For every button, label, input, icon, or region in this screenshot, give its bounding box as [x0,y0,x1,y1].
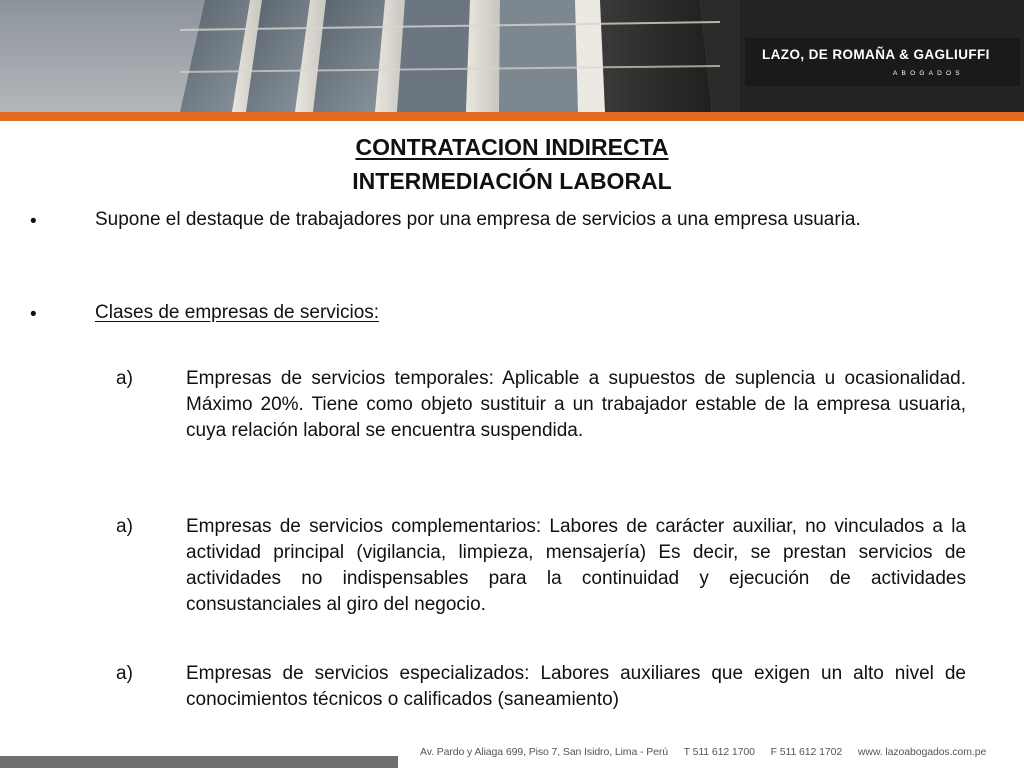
footer-address: Av. Pardo y Aliaga 699, Piso 7, San Isidro, Lima - Perú [420,746,668,758]
list-item-text: Empresas de servicios complementarios: Labores de carácter auxiliar, no vinculados a la actividad principal (vigilancia, limpieza, mensajería) Es decir, se prestan servicios de actividades no indispensables para la continuidad y ejecución de actividades consustanciales al giro del negocio. [186,516,966,615]
list-item-text: Empresas de servicios especializados: Labores auxiliares que exigen un alto nivel de conocimientos técnicos o calificados (saneamiento) [186,663,966,710]
list-item-marker: a) [116,368,133,389]
bullet-text: Supone el destaque de trabajadores por una empresa de servicios a una empresa usuaria. [95,209,861,230]
firm-logo-name: LAZO, DE ROMAÑA & GAGLIUFFI [762,47,990,62]
footer-phone: T 511 612 1700 [683,746,755,758]
slide-title-text: CONTRATACION INDIRECTA [355,134,669,160]
header-banner [0,0,1024,112]
footer-website: www. lazoabogados.com.pe [857,746,987,758]
bullet-marker: • [30,304,37,325]
slide-title [0,134,1024,161]
footer-contact [420,746,1020,758]
footer-fax: F 511 612 1702 [770,746,843,758]
footer-bar [0,756,398,768]
list-item-marker: a) [116,663,133,684]
bullet-heading-text: Clases de empresas de servicios: [95,302,380,323]
list-item-text: Empresas de servicios temporales: Aplicable a supuestos de suplencia u ocasionalidad. Máximo 20%. Tiene como objeto sustituir a un trabajador estable de la empresa usuaria, cuya relación laboral se encuentra suspendida. [186,368,966,441]
bullet-text [95,300,966,326]
bullet-marker: • [30,211,37,232]
slide-subtitle: INTERMEDIACIÓN LABORAL [352,168,672,194]
accent-rule [0,112,1024,121]
list-item-marker: a) [116,516,133,537]
firm-logo-subtitle: ABOGADOS [893,70,964,77]
